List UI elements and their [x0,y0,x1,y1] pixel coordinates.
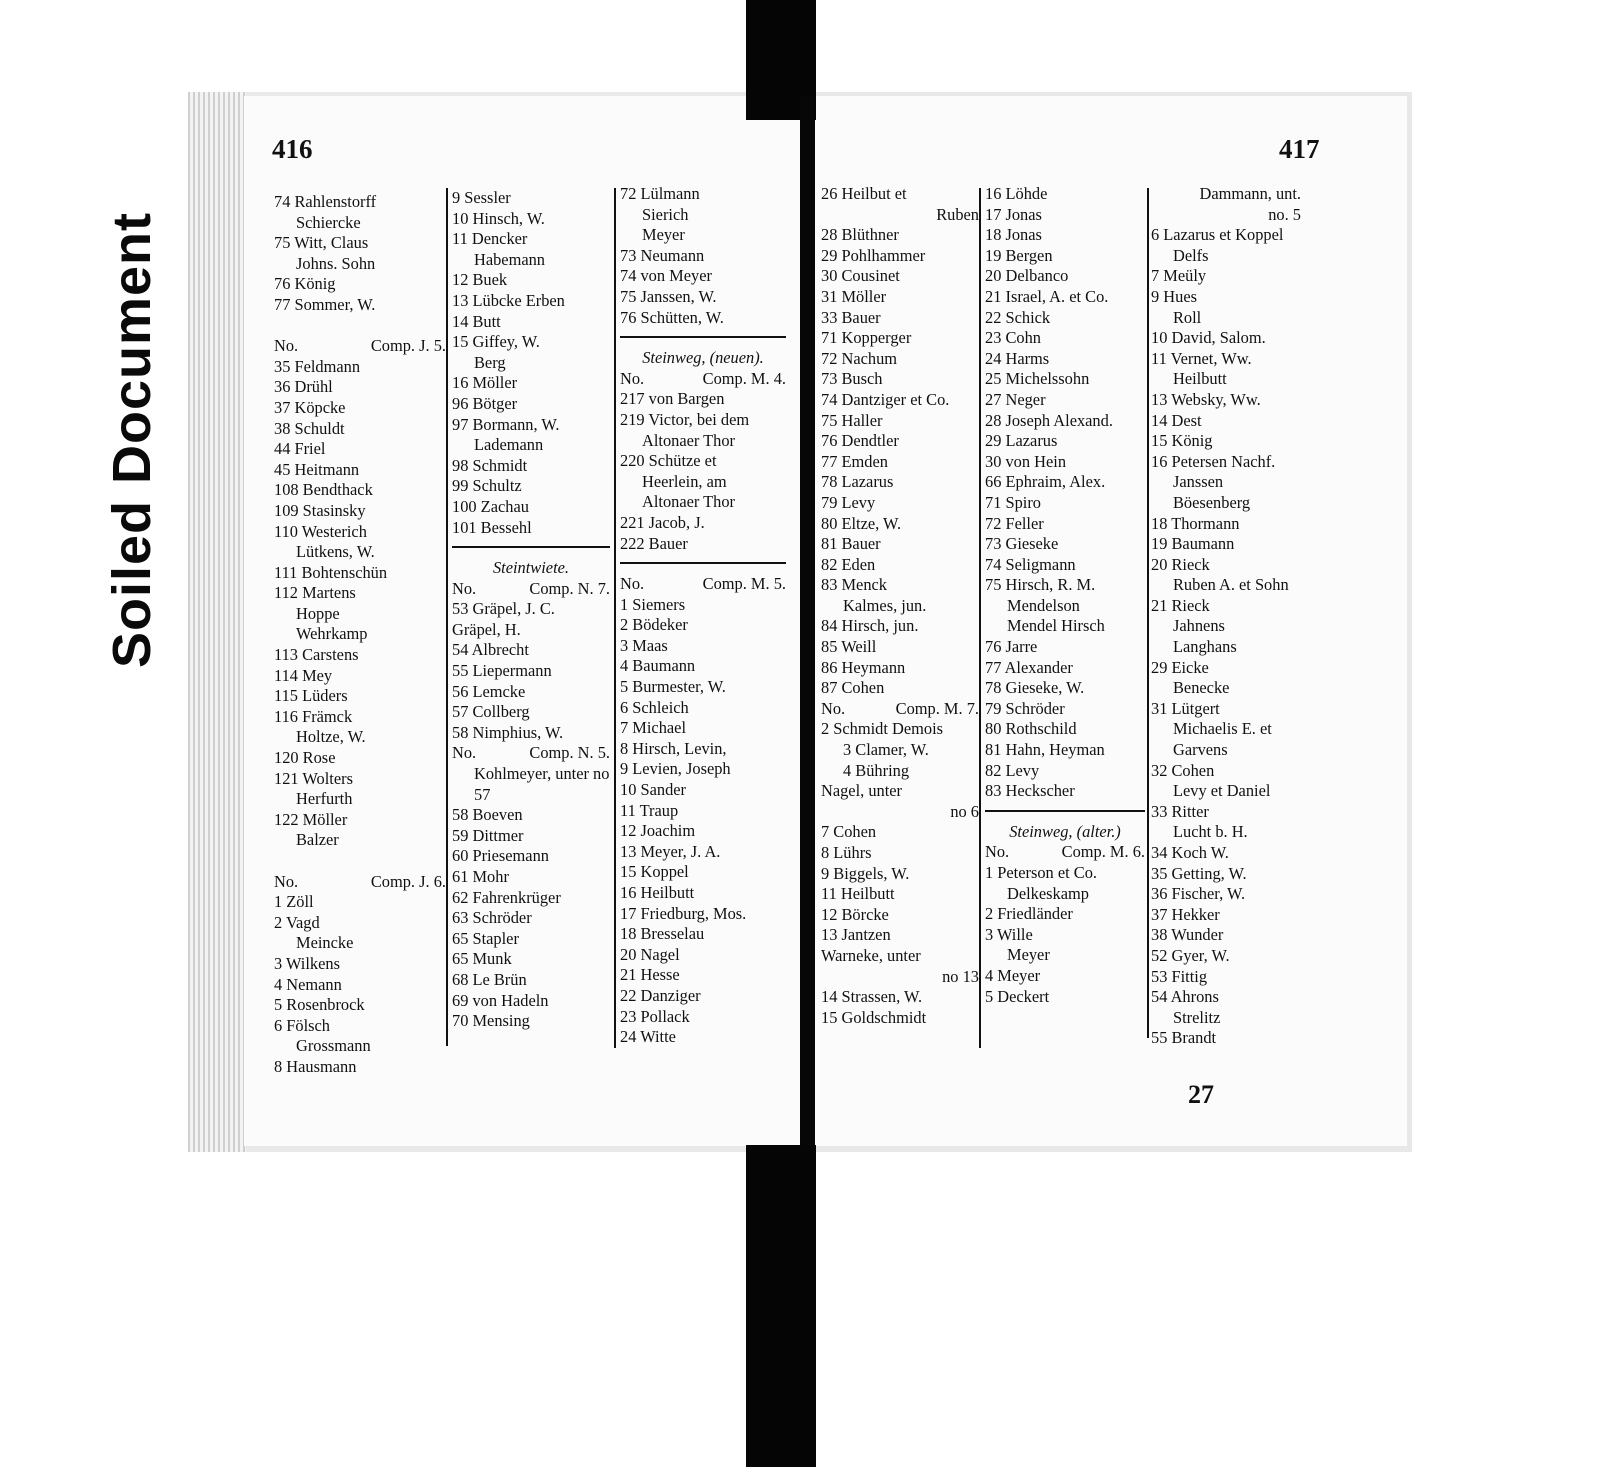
header-no: No. [985,842,1010,862]
entry-line: 24 Witte [620,1027,676,1047]
entry-line: 101 Bessehl [452,517,532,537]
entry-line: 20 Nagel [620,944,680,964]
entry-line: Heilbutt [1173,369,1227,389]
entry-line: 1 Siemers [620,594,686,614]
entry-line: 63 Schröder [452,908,532,928]
entry-line: 18 Thormann [1151,513,1240,533]
entry-line: Jahnens [1173,616,1225,636]
book-gutter [800,96,815,1146]
entry-line: 14 Butt [452,311,501,331]
entry-line: 71 Kopperger [821,328,912,348]
entry-line: 20 Delbanco [985,266,1069,286]
entry-line: 13 Meyer, J. A. [620,841,721,861]
entry-line: 54 Ahrons [1151,987,1219,1007]
entry-line: 21 Rieck [1151,595,1210,615]
entry-line: 74 Rahlenstorff [274,192,377,211]
section-rule [985,810,1145,812]
entry-line: 13 Lübcke Erben [452,290,565,310]
entry-line: Schiercke [296,212,361,232]
column-6 [1151,184,1301,1049]
page-number-right: 417 [1279,134,1320,164]
entry-line: 121 Wolters [274,768,353,788]
entry-line: 37 Hekker [1151,904,1220,924]
entry-line: 11 Traup [620,800,679,820]
entry-line: 52 Gyer, W. [1151,945,1230,965]
entry-line: 220 Schütze et [620,451,717,471]
entry-line: 76 Jarre [985,637,1038,657]
left-page [244,96,806,1146]
entry-line: 73 Busch [821,369,883,389]
entry-line [620,574,786,595]
entry-line: 18 Bresselau [620,924,705,944]
entry-line: Kalmes, jun. [843,595,927,615]
entry-line: 75 Hirsch, R. M. [985,575,1096,595]
entry-line: 76 König [274,274,336,294]
entry-line: Delfs [1173,245,1209,265]
entry-line: 2 Friedländer [985,904,1073,924]
entry-line: 10 Hinsch, W. [452,208,545,228]
entry-line: 9 Hues [1151,286,1197,306]
entry-line: 76 Dendtler [821,431,899,451]
binding-tape-bottom [746,1145,816,1467]
entry-line: 7 Meüly [1151,266,1207,286]
entry-line: 36 Fischer, W. [1151,884,1246,904]
entry-line: Langhans [1173,637,1237,657]
entry-line: Wehrkamp [296,624,368,644]
entry-line: 45 Heitmann [274,459,360,479]
entry-line: 16 Möller [452,373,518,393]
entry-line: Böesenberg [1173,492,1251,512]
entry-line: Garvens [1173,740,1228,760]
stamp-text: Soiled Document [102,211,162,669]
header-comp: Comp. M. 7. [895,698,979,718]
entry-line: 110 Westerich [274,521,367,541]
column-rule [1147,188,1149,1038]
entry-line: 25 Michelssohn [985,369,1090,389]
entry-line: 22 Schick [985,307,1051,327]
entry-line: 29 Eicke [1151,657,1209,677]
entry-line: Mendelson [1007,595,1080,615]
column-4 [821,184,979,1028]
entry-line: 55 Liepermann [452,661,552,681]
entry-line: Habemann [474,249,545,269]
page-edges [188,92,246,1152]
entry-line: 6 Fölsch [274,1015,331,1035]
entry-line: 65 Stapler [452,928,519,948]
entry-line: 85 Weill [821,637,877,657]
entry-line [985,842,1145,863]
entry-line: Holtze, W. [296,727,366,747]
entry-line: 120 Rose [274,748,336,768]
header-no: No. [620,574,645,594]
header-no: No. [452,578,477,598]
entry-line: 4 Bühring [843,760,910,780]
entry-line: 23 Cohn [985,328,1042,348]
entry-line: 75 Haller [821,410,883,430]
entry-line: 20 Rieck [1151,554,1210,574]
entry-line: 11 Vernet, Ww. [1151,348,1252,368]
header-comp: Comp. N. 5. [529,743,610,763]
entry-line: 59 Dittmer [452,825,524,845]
entry-line: Lademann [474,435,544,455]
entry-line: 27 Neger [985,389,1046,409]
entry-line: 22 Danziger [620,985,701,1005]
entry-line: 68 Le Brün [452,969,527,989]
entry-line: Berg [474,352,506,372]
entry-line: Lütkens, W. [296,542,375,562]
entry-line: 75 Witt, Claus [274,233,369,253]
entry-line: 78 Gieseke, W. [985,678,1085,698]
section-rule [620,336,786,338]
header-comp: Comp. M. 4. [702,368,786,388]
entry-line: 38 Schuldt [274,418,345,438]
entry-line: Grossmann [296,1036,371,1056]
entry-line: 222 Bauer [620,533,688,553]
entry-line: Altonaer Thor [642,430,736,450]
header-no: No. [452,743,477,763]
entry-line: 5 Deckert [985,986,1050,1006]
entry-line: 81 Hahn, Heyman [985,740,1105,760]
entry-line: 21 Hesse [620,965,680,985]
header-comp: Comp. M. 5. [702,574,786,594]
entry-line: Herfurth [296,789,353,809]
entry-line: 15 König [1151,431,1213,451]
entry-line: 81 Bauer [821,534,881,554]
entry-line: 3 Wilkens [274,953,340,973]
entry-line: 32 Cohen [1151,760,1215,780]
entry-line: 38 Wunder [1151,925,1224,945]
entry-line: 6 Schleich [620,697,689,717]
entry-line: 108 Bendthack [274,480,373,500]
entry-line: 3 Wille [985,924,1033,944]
entry-line: 15 Giffey, W. [452,332,540,352]
entry-line: 14 Dest [1151,410,1202,430]
entry-line: 115 Lüders [274,686,348,706]
entry-line: Heerlein, am [642,471,727,491]
entry-line: 62 Fahrenkrüger [452,887,561,907]
entry-line: 55 Brandt [1151,1028,1217,1048]
entry-line: 111 Bohtenschün [274,562,388,582]
entry-line: 44 Friel [274,439,326,459]
entry-line: 26 Heilbut et [821,184,907,203]
entry-line: 5 Burmester, W. [620,677,726,697]
entry-line: Altonaer Thor [642,492,736,512]
entry-line: Johns. Sohn [296,253,376,273]
entry-line: 23 Pollack [620,1006,690,1026]
entry-line: 16 Petersen Nachf. [1151,451,1276,471]
entry-line: 99 Schultz [452,476,522,496]
entry-line: 122 Möller [274,809,348,829]
spacer [274,316,446,337]
entry-line: 53 Fittig [1151,966,1208,986]
entry-line: 12 Buek [452,270,508,290]
entry-line: 76 Schütten, W. [620,307,724,327]
entry-line: 28 Joseph Alexand. [985,410,1113,430]
entry-line: 30 Cousinet [821,266,900,286]
entry-line: Steinweg, (alter.) [1009,821,1121,841]
entry-line: Michaelis E. et [1173,719,1272,739]
entry-line: 19 Bergen [985,245,1053,265]
entry-line: 116 Främck [274,706,353,726]
right-page [815,96,1407,1146]
column-rule [979,188,981,1048]
entry-line: 5 Rosenbrock [274,995,365,1015]
entry-line: 69 von Hadeln [452,990,549,1010]
entry-line: 8 Hirsch, Levin, [620,738,727,758]
entry-line: 7 Cohen [821,822,877,842]
entry-line: 24 Harms [985,348,1050,368]
entry-line: Roll [1173,307,1202,327]
entry-line: 18 Jonas [985,225,1042,245]
entry-line: 83 Menck [821,575,888,595]
column-5 [985,184,1145,1007]
entry-line: Mendel Hirsch [1007,616,1105,636]
entry-line: 2 Vagd [274,912,320,932]
entry-line: 73 Neumann [620,245,705,265]
header-comp: Comp. M. 6. [1061,842,1145,862]
entry-line: Gräpel, H. [452,619,521,639]
entry-line: no. 5 [1268,204,1301,224]
entry-line: 57 Collberg [452,702,530,722]
entry-line: 86 Heymann [821,657,906,677]
entry-line: 3 Clamer, W. [843,740,929,760]
section-rule [452,546,610,548]
entry-line: 8 Hausmann [274,1056,357,1076]
entry-line: Kohlmeyer, unter no 57 [474,764,610,804]
entry-line: 82 Levy [985,760,1040,780]
entry-line: 17 Friedburg, Mos. [620,903,747,923]
entry-line: 221 Jacob, J. [620,512,705,532]
header-comp: Comp. J. 6. [370,871,446,891]
entry-line: 29 Lazarus [985,431,1058,451]
entry-line: 4 Baumann [620,656,696,676]
entry-line: Ruben [936,204,979,224]
entry-line: 58 Nimphius, W. [452,722,564,742]
entry-line: 114 Mey [274,665,333,685]
entry-line: 2 Schmidt Demois [821,719,944,739]
entry-line: 97 Bormann, W. [452,414,560,434]
entry-line: 72 Nachum [821,348,898,368]
entry-line: 11 Dencker [452,229,528,249]
entry-line: 28 Blüthner [821,225,899,245]
entry-line: Dammann, unt. [1199,184,1301,203]
entry-line: 31 Möller [821,286,887,306]
entry-line: 78 Lazarus [821,472,894,492]
header-no: No. [274,871,299,891]
column-rule [446,188,448,1046]
entry-line: 8 Lührs [821,843,872,862]
entry-line: Nagel, unter [821,781,903,801]
entry-line: 84 Hirsch, jun. [821,616,919,636]
spacer [274,851,446,872]
entry-line: 2 Bödeker [620,615,688,635]
entry-line: Balzer [296,830,339,850]
entry-line: 12 Börcke [821,904,889,924]
entry-line: 74 Dantziger et Co. [821,389,950,409]
entry-line: 13 Jantzen [821,925,891,945]
entry-line: 74 von Meyer [620,266,712,286]
entry-line [274,872,446,893]
entry-line [821,699,979,720]
header-comp: Comp. N. 7. [529,578,610,598]
entry-line: 61 Mohr [452,867,509,886]
header-no: No. [821,698,846,718]
entry-line: Steinweg, (neuen). [642,348,764,368]
entry-line: 14 Strassen, W. [821,987,923,1007]
entry-line: 7 Michael [620,718,686,738]
entry-line: 16 Heilbutt [620,883,695,902]
entry-line: 6 Lazarus et Koppel [1151,225,1284,245]
entry-line: 70 Mensing [452,1011,530,1031]
section-rule [620,562,786,564]
entry-line: 112 Martens [274,583,356,603]
column-rule [614,188,616,1048]
entry-line: 80 Rothschild [985,719,1077,739]
entry-line: Lucht b. H. [1173,822,1248,842]
entry-line: 9 Sessler [452,188,511,207]
entry-line [620,369,786,390]
entry-line: 21 Israel, A. et Co. [985,286,1109,306]
page-number-left: 416 [272,134,313,164]
entry-line: Warneke, unter [821,945,921,965]
entry-line: 1 Zöll [274,892,314,912]
entry-line: Steintwiete. [492,558,569,578]
entry-line: 29 Pohlhammer [821,245,926,265]
entry-line: 82 Eden [821,554,876,574]
entry-line: 3 Maas [620,635,668,655]
entry-line: 83 Heckscher [985,781,1075,801]
entry-line: 17 Jonas [985,204,1042,224]
entry-line: 10 Sander [620,780,687,800]
entry-line: 58 Boeven [452,805,523,825]
entry-line: 37 Köpcke [274,397,346,417]
entry-line: 98 Schmidt [452,455,528,475]
column-2 [452,188,610,1032]
entry-line: 33 Ritter [1151,801,1209,821]
entry-line: 217 von Bargen [620,389,725,409]
header-no: No. [274,336,299,356]
entry-line: 16 Löhde [985,184,1048,203]
entry-line [452,743,610,764]
entry-line [274,336,446,357]
entry-line: Meyer [1007,945,1050,965]
entry-line: 72 Lülmann [620,184,700,203]
entry-line: 74 Seligmann [985,554,1076,574]
entry-line: 100 Zachau [452,496,529,516]
column-1 [274,192,446,1078]
entry-line: 12 Joachim [620,821,696,841]
entry-line: 4 Nemann [274,974,342,994]
entry-line: 9 Levien, Joseph [620,759,731,779]
entry-line: 79 Levy [821,492,876,512]
entry-line: Benecke [1173,678,1230,698]
entry-line: 34 Koch W. [1151,843,1229,862]
entry-line: 77 Alexander [985,657,1073,677]
header-no: No. [620,368,645,388]
entry-line: 30 von Hein [985,451,1067,471]
entry-line: 35 Getting, W. [1151,863,1247,883]
entry-line: 53 Gräpel, J. C. [452,599,555,619]
entry-line: 71 Spiro [985,492,1042,512]
entry-line: Hoppe [296,603,340,623]
entry-line: 109 Stasinsky [274,500,366,520]
entry-line: Ruben A. et Sohn [1173,575,1289,595]
entry-line: 31 Lütgert [1151,698,1220,718]
entry-line: no 6 [950,801,979,821]
entry-line: 10 David, Salom. [1151,328,1266,348]
entry-line: 1 Peterson et Co. [985,863,1097,882]
entry-line: 4 Meyer [985,965,1041,985]
entry-line: 96 Bötger [452,393,518,413]
entry-line: 36 Drühl [274,377,333,397]
signature-mark: 27 [1188,1080,1214,1109]
soiled-document-stamp [102,185,162,695]
entry-line: 15 Goldschmidt [821,1007,927,1027]
entry-line: 113 Carstens [274,645,359,665]
entry-line: Levy et Daniel [1173,781,1271,801]
entry-line: 73 Gieseke [985,534,1059,554]
entry-line: 79 Schröder [985,698,1065,718]
entry-line: 56 Lemcke [452,681,526,701]
entry-line: 75 Janssen, W. [620,286,717,306]
entry-line: 65 Munk [452,949,512,969]
entry-line: Meincke [296,933,354,953]
entry-line [452,579,610,600]
entry-line: 33 Bauer [821,307,881,327]
entry-line: 77 Emden [821,451,888,471]
entry-line: 72 Feller [985,513,1044,533]
entry-line: 13 Websky, Ww. [1151,389,1261,409]
column-3 [620,184,786,1048]
entry-line: 11 Heilbutt [821,884,895,904]
entry-line: 19 Baumann [1151,534,1235,554]
entry-line: Janssen [1173,472,1224,492]
entry-line: Delkeskamp [1007,883,1089,903]
entry-line: 66 Ephraim, Alex. [985,472,1106,492]
header-comp: Comp. J. 5. [370,336,446,356]
entry-line: Strelitz [1173,1007,1221,1027]
entry-line: 77 Sommer, W. [274,294,376,314]
entry-line: 54 Albrecht [452,640,529,660]
entry-line: Meyer [642,225,685,245]
entry-line: no 13 [942,966,979,986]
entry-line: 60 Priesemann [452,846,549,866]
entry-line: 15 Koppel [620,862,689,882]
entry-line: 219 Victor, bei dem [620,409,750,429]
entry-line: Sierich [642,204,689,224]
entry-line: 87 Cohen [821,678,885,698]
entry-line: 80 Eltze, W. [821,513,902,533]
entry-line: 35 Feldmann [274,356,361,376]
entry-line: 9 Biggels, W. [821,863,910,883]
